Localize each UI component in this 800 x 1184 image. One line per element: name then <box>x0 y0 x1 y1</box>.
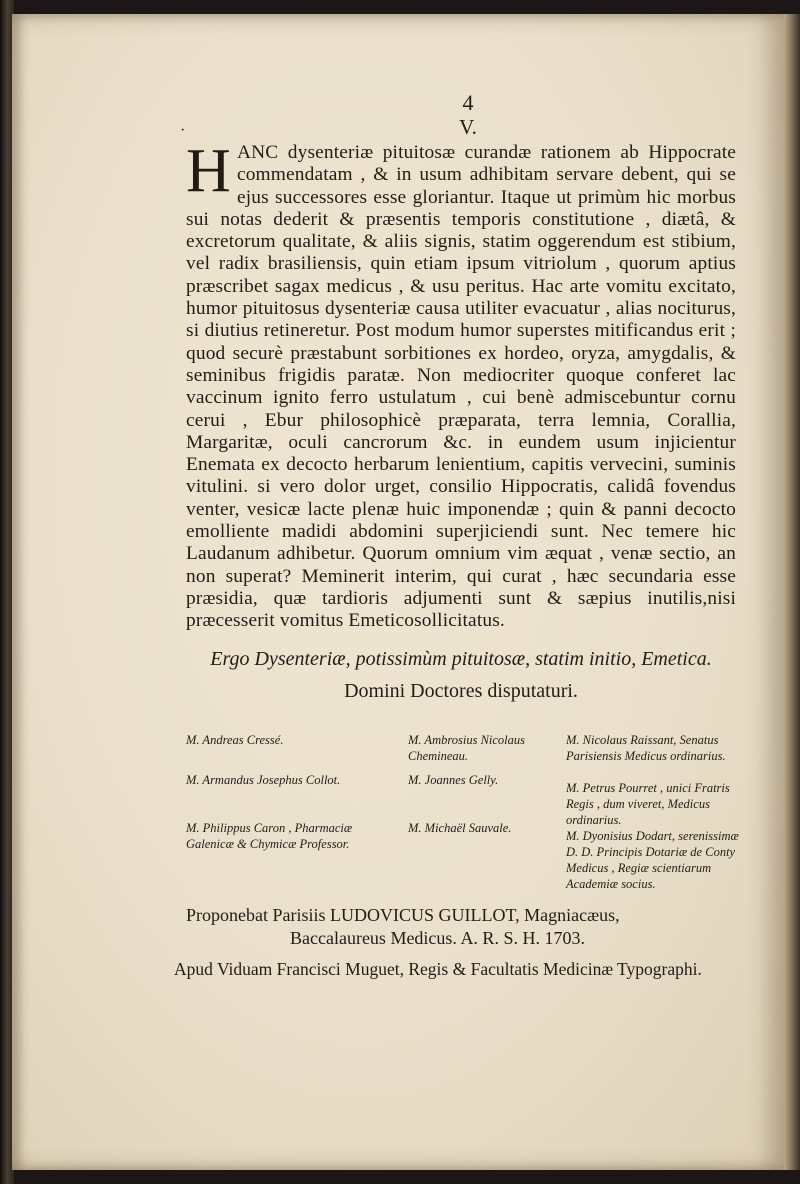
doctors-list <box>186 732 746 912</box>
doctor-entry: M. Philippus Caron , Pharmaciæ Galenicæ & Chymicæ Professor. <box>186 821 353 851</box>
doctor-entry: M. Andreas Cressé. <box>186 733 284 747</box>
opening-word: ANC <box>236 142 279 163</box>
doctor-entry: M. Ambrosius Nicolaus Chemineau. <box>408 733 526 763</box>
proponebat-block <box>186 904 746 950</box>
body-paragraph <box>186 137 736 633</box>
proponebat-line-1: Proponebat Parisiis LUDOVICUS GUILLOT, Magniacæus, <box>186 905 620 925</box>
page-stack-edge <box>784 14 800 1170</box>
drop-cap: H <box>186 137 231 205</box>
doctor-entry: M. Armandus Josephus Collot. <box>186 773 341 787</box>
page-content <box>174 90 739 979</box>
doctor-entry: M. Petrus Pourret , unici Fratris Regis , dum viveret, Medicus ordinarius. <box>566 781 730 827</box>
doctor-entry: M. Dyonisius Dodart, serenissimæ D. D. Principis Dotariæ de Conty Medicus , Regiæ scientiarum Academiæ socius. <box>566 829 739 891</box>
proponebat-line-2: Baccalaureus Medicus. A. R. S. H. 1703. <box>290 928 585 948</box>
conclusion-line: Ergo Dysenteriæ, potissimùm pituitosæ, statim initio, Emetica. <box>210 647 712 670</box>
printer-imprint: Apud Viduam Francisci Muguet, Regis & Facultatis Medicinæ Typographi. <box>174 959 702 979</box>
body-text: dysenteriæ pituitosæ curandæ rationem ab Hippocrate commendatam , & in usum adhibitam servare debent, qui se ejus successores esse gloriantur. Itaque ut primùm hic morbus sui notas dederit & præsentis temporis constitutione , diætâ, & excretorum qualitate, & aliis signis, statim oggerendum est stibium, vel radix brasiliensis, quin etiam ipsum vitriolum , quorum aptius præscribet sagax medicus , & usu peritus. Hac arte vomitu excitato, humor pituitosus dysenteriæ causa utiliter evacuatur , alias nociturus, si diutius retineretur. Post modum humor superstes mitificandus erit ; quod securè præstabunt sorbitiones ex hordeo, oryza, amygdalis, & seminibus frigidis paratæ. Non mediocriter quoque conferet lac vaccinum ignito ferro ustulatum , cui benè admiscebuntur cornu cerui , Ebur philosophicè præparata, terra lemnia, Corallia, Margaritæ, oculi cancrorum &c. in eundem usum injicientur Enemata ex decocto herbarum lenientium, capitis vervecini, suminis vitulini. si vero dolor urget, consilio Hippocratis, calidâ fovendus venter, vesicæ lacte plenæ huic imponendæ ; quin & panni decocto emolliente madidi abdomini superjiciendi sunt. Nec temere hic Laudanum adhibetur. Quorum omnium vim æquat , venæ sectio, an non superat? Meminerit interim, qui curat , hæc secundaria esse præsidia, quæ tardioris adjumenti sunt & sæpius inutilis,nisi præcesserit vomitus Emeticosollicitatus. <box>186 142 736 632</box>
page-number: 4 <box>462 90 474 115</box>
section-number: V. <box>459 115 477 139</box>
doctor-entry: M. Joannes Gelly. <box>408 773 499 787</box>
doctor-entry: M. Nicolaus Raissant, Senatus Parisiensis Medicus ordinarius. <box>566 733 726 763</box>
margin-mark: · <box>180 122 186 139</box>
doctors-heading: Domini Doctores disputaturi. <box>344 679 578 702</box>
doctor-entry: M. Michaël Sauvale. <box>408 821 512 835</box>
